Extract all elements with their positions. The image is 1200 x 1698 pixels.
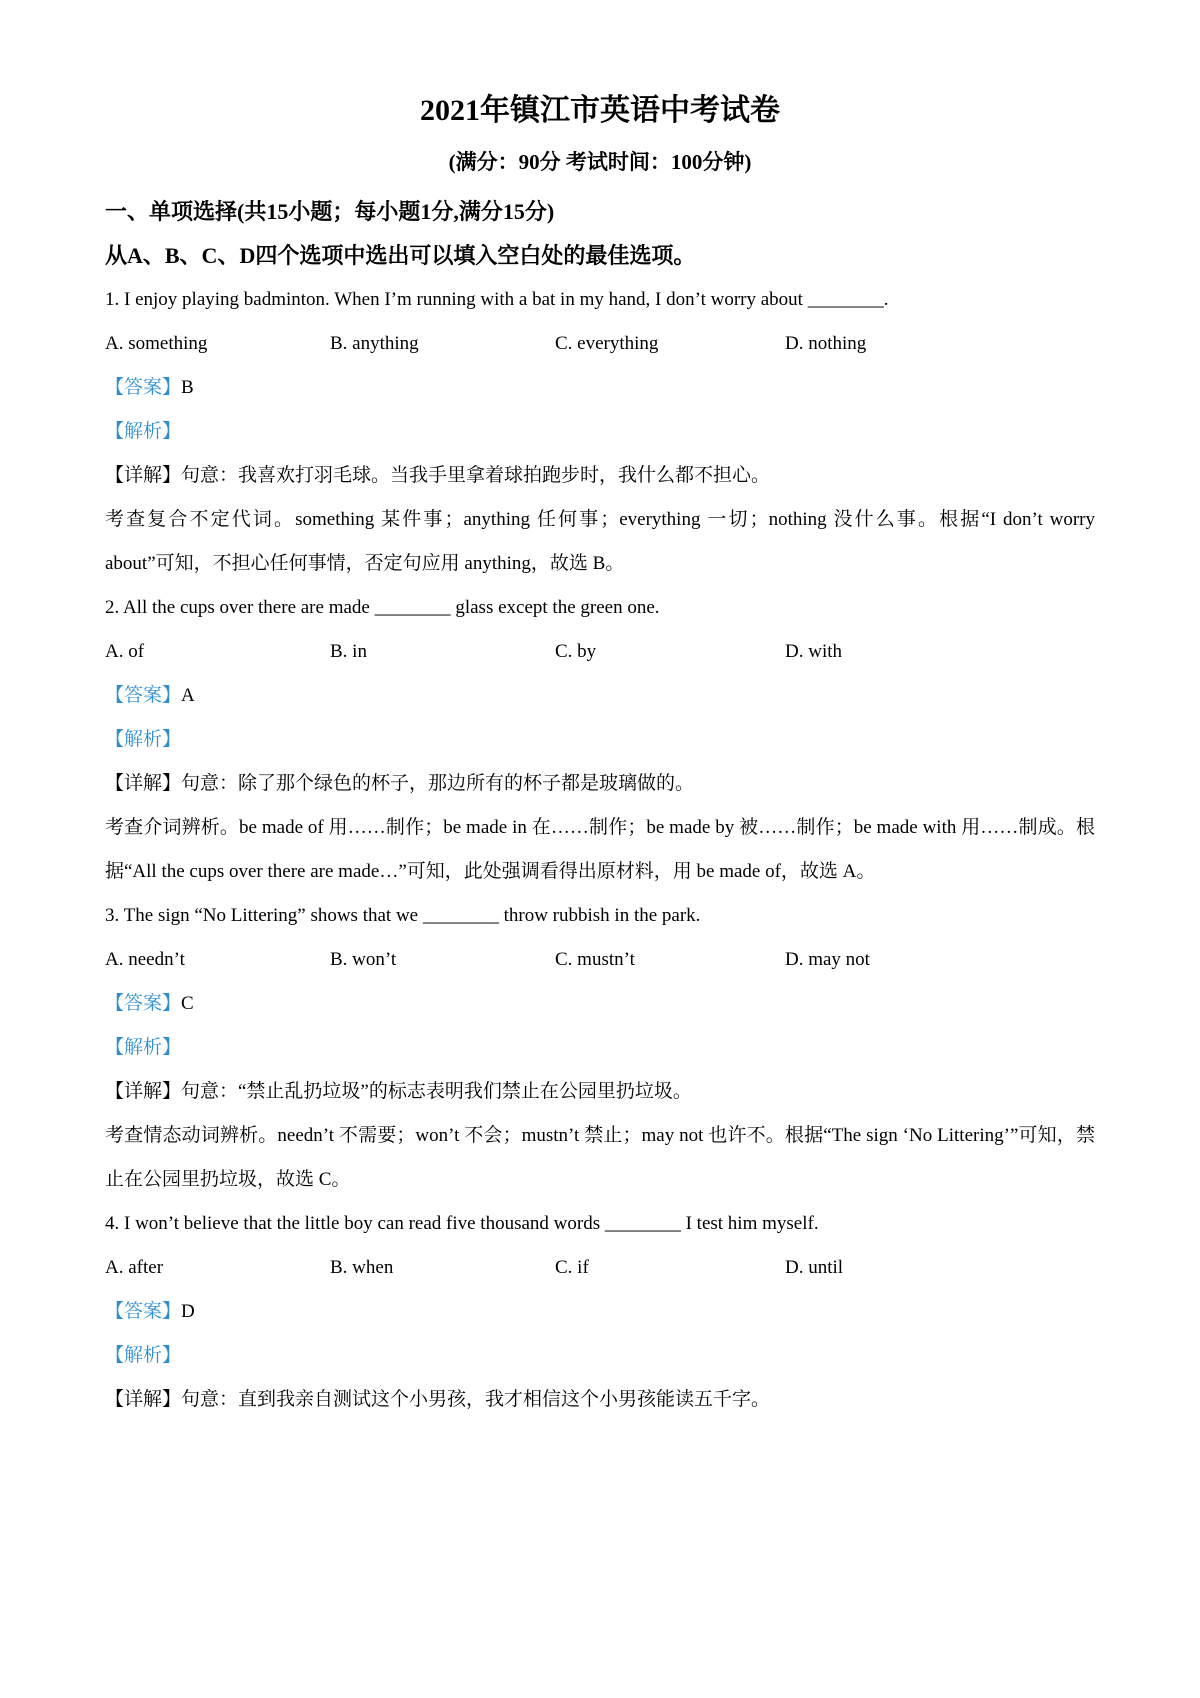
option-d: D. until bbox=[785, 1257, 844, 1278]
question-block bbox=[105, 1202, 1095, 1422]
question-stem: 1. I enjoy playing badminton. When I’m running with a bat in my hand, I don’t worry about ________. bbox=[105, 289, 889, 310]
detail-paragraph: 【详解】句意：除了那个绿色的杯子，那边所有的杯子都是玻璃做的。 bbox=[105, 773, 695, 794]
analysis-line bbox=[105, 1334, 1095, 1378]
option-c: C. if bbox=[555, 1257, 589, 1278]
answer-line bbox=[105, 982, 1095, 1026]
question-block bbox=[105, 894, 1095, 1202]
analysis-label: 【解析】 bbox=[105, 1345, 182, 1366]
detail-paragraph: 【详解】句意：我喜欢打羽毛球。当我手里拿着球拍跑步时，我什么都不担心。 bbox=[105, 465, 771, 486]
options-row bbox=[105, 630, 1095, 674]
analysis-label: 【解析】 bbox=[105, 421, 182, 442]
option-c: C. by bbox=[555, 641, 597, 662]
questions bbox=[105, 278, 1095, 1422]
section-heading: 一、单项选择(共15小题；每小题1分,满分15分) bbox=[105, 199, 555, 224]
detail-paragraph: 考查情态动词辨析。needn’t 不需要；won’t 不会；mustn’t 禁止；may not 也许不。根据“The sign ‘No Littering’”可知，禁止在公园里扔垃圾，故选 C。 bbox=[105, 1125, 1095, 1190]
option-a: A. of bbox=[105, 641, 145, 662]
analysis-line bbox=[105, 410, 1095, 454]
answer-line bbox=[105, 1290, 1095, 1334]
answer-value: D bbox=[181, 1301, 195, 1322]
option-a: A. something bbox=[105, 333, 208, 354]
detail-paragraph: 考查介词辨析。be made of 用……制作；be made in 在……制作；be made by 被……制作；be made with 用……制成。根据“All the cups over there are made…”可知，此处强调看得出原材料，用 be made of，故选 A。 bbox=[105, 817, 1095, 882]
question-block bbox=[105, 586, 1095, 894]
analysis-line bbox=[105, 1026, 1095, 1070]
option-b: B. won’t bbox=[330, 949, 397, 970]
option-b: B. in bbox=[330, 641, 367, 662]
page-subtitle: (满分：90分 考试时间：100分钟) bbox=[448, 150, 752, 174]
option-d: D. nothing bbox=[785, 333, 867, 354]
question-details bbox=[105, 762, 1095, 894]
answer-label: 【答案】 bbox=[105, 685, 182, 706]
option-c: C. everything bbox=[555, 333, 659, 354]
answer-label: 【答案】 bbox=[105, 377, 182, 398]
answer-line bbox=[105, 674, 1095, 718]
detail-paragraph: 【详解】句意：直到我亲自测试这个小男孩，我才相信这个小男孩能读五千字。 bbox=[105, 1389, 771, 1410]
analysis-label: 【解析】 bbox=[105, 1037, 182, 1058]
option-b: B. anything bbox=[330, 333, 419, 354]
answer-value: A bbox=[181, 685, 195, 706]
answer-value: B bbox=[181, 377, 194, 398]
options-row bbox=[105, 938, 1095, 982]
option-d: D. with bbox=[785, 641, 842, 662]
detail-paragraph: 【详解】句意：“禁止乱扔垃圾”的标志表明我们禁止在公园里扔垃圾。 bbox=[105, 1081, 692, 1102]
option-d: D. may not bbox=[785, 949, 870, 970]
answer-label: 【答案】 bbox=[105, 1301, 182, 1322]
option-a: A. needn’t bbox=[105, 949, 185, 970]
options-row bbox=[105, 1246, 1095, 1290]
option-a: A. after bbox=[105, 1257, 164, 1278]
options-row bbox=[105, 322, 1095, 366]
analysis-line bbox=[105, 718, 1095, 762]
answer-line bbox=[105, 366, 1095, 410]
question-details bbox=[105, 454, 1095, 586]
question-stem: 4. I won’t believe that the little boy can read five thousand words ________ I test him myself. bbox=[105, 1213, 819, 1234]
answer-label: 【答案】 bbox=[105, 993, 182, 1014]
option-c: C. mustn’t bbox=[555, 949, 635, 970]
question-details bbox=[105, 1070, 1095, 1202]
option-b: B. when bbox=[330, 1257, 394, 1278]
page-title: 2021年镇江市英语中考试卷 bbox=[420, 94, 780, 127]
question-stem: 2. All the cups over there are made ________ glass except the green one. bbox=[105, 597, 660, 618]
question-stem: 3. The sign “No Littering” shows that we ________ throw rubbish in the park. bbox=[105, 905, 701, 926]
detail-paragraph: 考查复合不定代词。something 某件事；anything 任何事；everything 一切；nothing 没什么事。根据“I don’t worry about”可知，不担心任何事情，否定句应用 anything，故选 B。 bbox=[105, 509, 1095, 574]
section-instruction: 从A、B、C、D四个选项中选出可以填入空白处的最佳选项。 bbox=[105, 243, 696, 268]
answer-value: C bbox=[181, 993, 194, 1014]
analysis-label: 【解析】 bbox=[105, 729, 182, 750]
question-details bbox=[105, 1378, 1095, 1422]
question-block bbox=[105, 278, 1095, 586]
